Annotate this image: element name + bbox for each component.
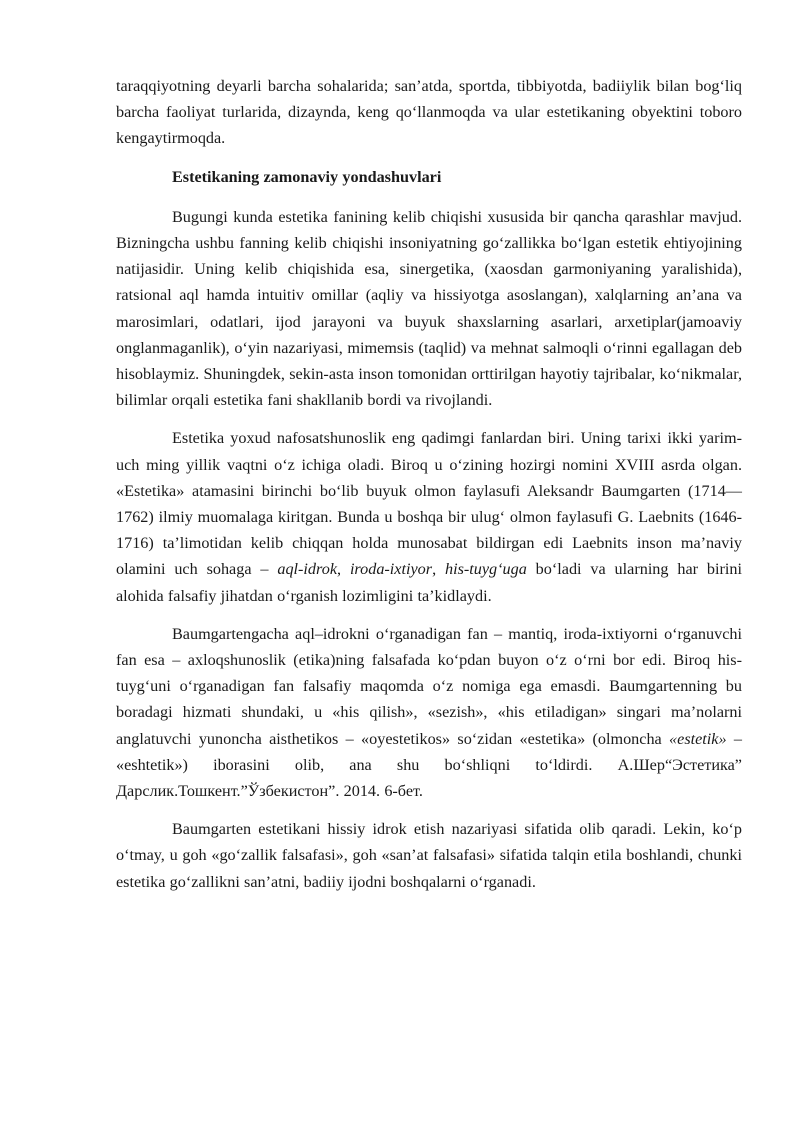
paragraph-intro: taraqqiyotning deyarli barcha sohalarida; san’atda, sportda, tibbiyotda, badiiylik bilan bog‘liq barcha faoliyat turlarida, dizaynda, keng qo‘llanmoqda va ular estetikaning obyektini toboro kengaytirmoqda. — [116, 77, 742, 148]
separator: , — [432, 560, 445, 579]
separator: , — [337, 560, 350, 579]
paragraph-baumgarten-text-end: – «eshtetik») iborasini olib, ana shu bo‘shliqni to‘ldirdi. А.Шер“Эстетика” Дарслик.Тошкент.”Ўзбекистон”. 2014. 6-бет. — [116, 729, 743, 801]
document-body — [116, 73, 742, 907]
paragraph-theory: Baumgarten estetikani hissiy idrok etish nazariyasi sifatida olib qaradi. Lekin, ko‘p o‘tmay, u goh «go‘zallik falsafasi», goh «san’at falsafasi» sifatida talqin etila boshlandi, chunki estetika go‘zallikni san’atni, badiiy ijodni boshqalarni o‘rganadi. — [116, 820, 742, 891]
paragraph-history-text-end: bo‘ladi va ularning har birini alohida falsafiy jihatdan o‘rganish lozimligini ta’kidlaydi. — [116, 560, 742, 605]
italic-term-iroda-ixtiyor: iroda-ixtiyor — [349, 560, 433, 579]
italic-term-his-tuyguga: his-tuyg‘uga — [444, 560, 527, 579]
paragraph-baumgarten-text: Baumgartengacha aql–idrokni o‘rganadigan fan – mantiq, iroda-ixtiyorni o‘rganuvchi fan esa – axloqshunoslik (etika)ning falsafada ko‘pdan buyon o‘z o‘rni bor edi. Biroq his-tuyg‘uni o‘rganadigan fan falsafiy maqomda o‘z nomiga ega emasdi. Baumgartenning bu boradagi hizmati shundaki, u «his qilish», «sezish», «his etiladigan» singari ma’nolarni anglatuvchi yunoncha aisthetikos – «oyestetikos» so‘zidan «estetika» (olmoncha — [116, 624, 742, 748]
paragraph-history-text: Estetika yoxud nafosatshunoslik eng qadimgi fanlardan biri. Uning tarixi ikki yarim-uch ming yillik vaqtni o‘z ichiga oladi. Biroq u o‘zining hozirgi nomini XVIII asrda olgan. «Estetika» atamasini birinchi bo‘lib buyuk olmon faylasufi Aleksandr Baumgarten (1714—1762) ilmiy muomalaga kiritgan. Bunda u boshqa bir ulug‘ olmon faylasufi G. Laebnits (1646-1716) ta’limotidan kelib chiqqan holda munosabat bildirgan edi Laebnits inson ma’naviy olamini uch sohaga – — [116, 429, 742, 579]
italic-term-estetik: «estetik» — [669, 729, 727, 748]
italic-term-aql-idrok: aql-idrok — [277, 560, 338, 579]
paragraph-history — [116, 425, 742, 608]
section-heading: Estetikaning zamonaviy yondashuvlari — [172, 167, 442, 186]
paragraph-origins: Bugungi kunda estetika fanining kelib chiqishi xususida bir qancha qarashlar mavjud. Bizningcha ushbu fanning kelib chiqishi insoniyatning go‘zallikka bo‘lgan estetik ehtiyojining natijasidir. Uning kelib chiqishida esa, sinergetika, (xaosdan garmoniyaning yaralishida), ratsional aql hamda intuitiv omillar (aqliy va hissiyotga asoslangan), xalqlarning an’ana va marosimlari, odatlari, ijod jarayoni va buyuk shaxslarning asarlari, arxetiplar(jamoaviy onglanmaganlik), o‘yin nazariyasi, mimemsis (taqlid) va mehnat salmoqli o‘rinni egallagan deb hisoblaymiz. Shuningdek, sekin-asta inson tomonidan orttirilgan hayotiy tajribalar, ko‘nikmalar, bilimlar orqali estetika fani shakllanib bordi va rivojlandi. — [116, 207, 742, 410]
paragraph-baumgarten — [116, 621, 742, 804]
